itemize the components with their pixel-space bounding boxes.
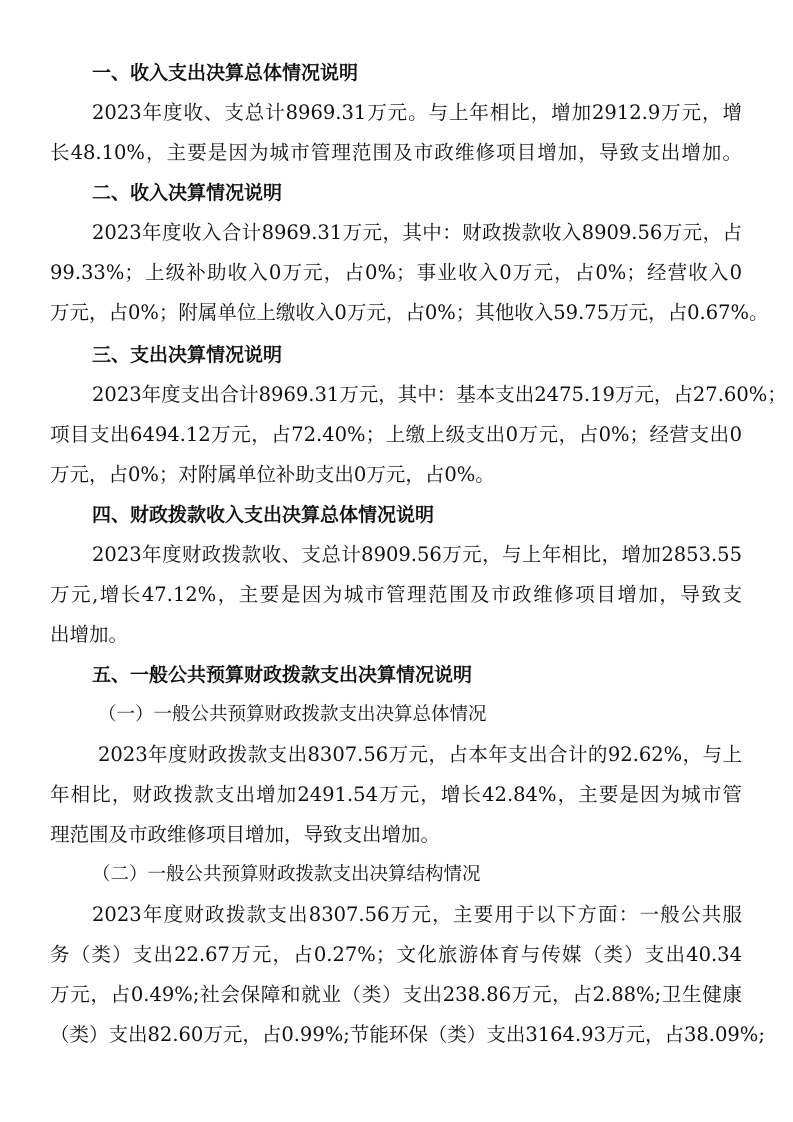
paragraph-line: 2023年度支出合计8969.31万元，其中：基本支出2475.19万元，占27.60%；: [92, 383, 787, 406]
paragraph-line: 理范围及市政维修项目增加，导致支出增加。: [50, 823, 441, 846]
paragraph-line: 项目支出6494.12万元，占72.40%；上缴上级支出0万元，占0%；经营支出0: [50, 423, 742, 446]
paragraph-line: 万元，占0.49%;社会保障和就业（类）支出238.86万元，占2.88%;卫生健康: [50, 983, 742, 1006]
paragraph-line: 2023年度财政拨款支出8307.56万元，占本年支出合计的92.62%，与上: [98, 743, 742, 766]
paragraph-line: （类）支出82.60万元，占0.99%;节能环保（类）支出3164.93万元，占38.09%;: [50, 1023, 765, 1046]
paragraph-line: 万元，占0%；对附属单位补助支出0万元，占0%。: [50, 463, 495, 486]
paragraph-line: 年相比，财政拨款支出增加2491.54万元，增长42.84%，主要是因为城市管: [50, 783, 742, 806]
paragraph-line: 2023年度收、支总计8969.31万元。与上年相比，增加2912.9万元，增: [92, 101, 742, 124]
section-heading-2: 二、收入决算情况说明: [92, 182, 283, 204]
paragraph-line: 万元，占0%；附属单位上缴收入0万元，占0%；其他收入59.75万元，占0.67%。: [50, 301, 769, 324]
paragraph-line: 2023年度财政拨款收、支总计8909.56万元，与上年相比，增加2853.55: [92, 543, 742, 566]
paragraph-line: 2023年度财政拨款支出8307.56万元，主要用于以下方面：一般公共服: [92, 903, 742, 926]
paragraph-line: 务（类）支出22.67万元，占0.27%；文化旅游体育与传媒（类）支出40.34: [50, 943, 742, 966]
section-heading-5: 五、一般公共预算财政拨款支出决算情况说明: [92, 664, 473, 686]
paragraph-line: 出增加。: [50, 623, 129, 646]
section-heading-4: 四、财政拨款收入支出决算总体情况说明: [92, 504, 435, 526]
section-heading-1: 一、收入支出决算总体情况说明: [92, 62, 359, 84]
subsection-heading-2: （二）一般公共预算财政拨款支出决算结构情况: [92, 864, 481, 885]
paragraph-line: 长48.10%，主要是因为城市管理范围及市政维修项目增加，导致支出增加。: [50, 141, 742, 164]
section-heading-3: 三、支出决算情况说明: [92, 344, 283, 366]
paragraph-line: 99.33%；上级补助收入0万元，占0%；事业收入0万元，占0%；经营收入0: [50, 261, 742, 284]
paragraph-line: 万元,增长47.12%，主要是因为城市管理范围及市政维修项目增加，导致支: [50, 583, 742, 606]
subsection-heading-1: （一）一般公共预算财政拨款支出决算总体情况: [98, 704, 487, 725]
paragraph-line: 2023年度收入合计8969.31万元，其中：财政拨款收入8909.56万元，占: [92, 221, 742, 244]
